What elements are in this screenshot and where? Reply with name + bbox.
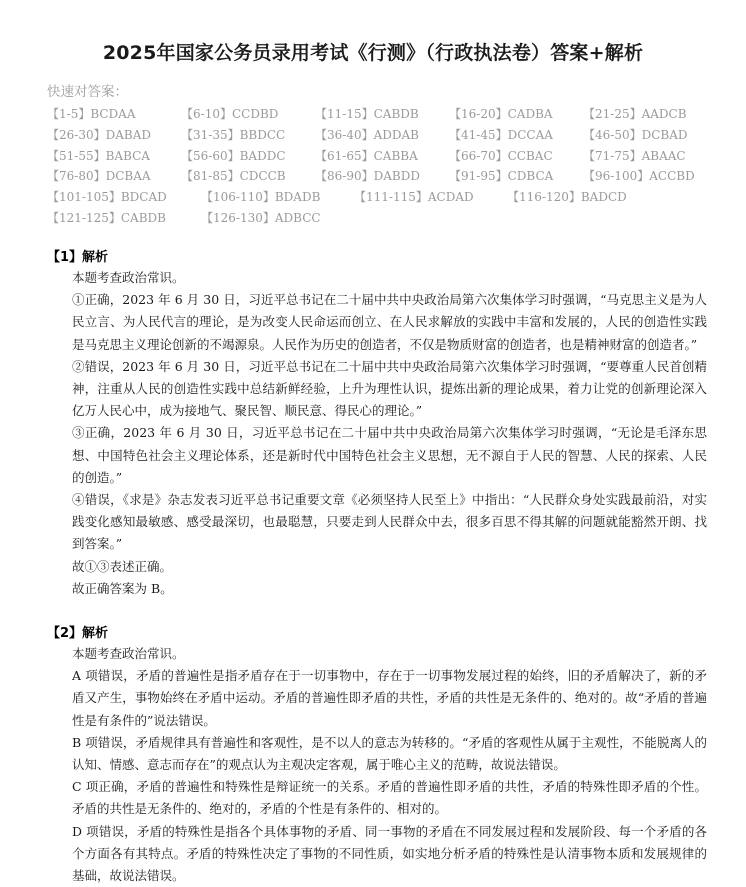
answer-cell: 【126-130】ADBCC [201, 210, 321, 225]
answer-cell: 【21-25】AADCB [583, 107, 687, 121]
answer-cell: 【66-70】CCBAC [449, 148, 553, 163]
answer-cell: 【46-50】DCBAD [583, 127, 688, 142]
paragraph: D 项错误，矛盾的特殊性是指各个具体事物的矛盾、同一事物的矛盾在不同发展过程和发展阶段、每一个矛盾的各个方面各有其特点。矛盾的特殊性决定了事物的不同性质，如实地分析矛盾的特殊性是认清事物本质和发展规律的基础，故说法错误。 [72, 823, 707, 884]
answer-row [47, 125, 717, 146]
answer-cell: 【31-35】BBDCC [181, 127, 286, 142]
paragraph: ③正确，2023 年 6 月 30 日，习近平总书记在二十届中共中央政治局第六次集体学习时强调，“无论是毛泽东思想、中国特色社会主义理论体系，还是新时代中国特色社会主义思想，无不源自于人民的智慧、人民的探索、人民的创造。” [72, 425, 707, 485]
answer-cell: 【86-90】DABDD [315, 169, 420, 184]
answer-row [47, 104, 717, 125]
paragraph: 本题考查政治常识。 [72, 646, 185, 661]
paragraph: A 项错误，矛盾的普遍性是指矛盾存在于一切事物中，存在于一切事物发展过程的始终，旧的矛盾解决了，新的矛盾又产生，事物始终在矛盾中运动。矛盾的普遍性即矛盾的共性，矛盾的共性是无条件的、绝对的。故“矛盾的普遍性是有条件的”说法错误。 [72, 668, 707, 728]
answer-row [47, 146, 717, 167]
paragraph: B 项错误，矛盾规律具有普遍性和客观性，是不以人的意志为转移的。“矛盾的客观性从属于主观性，不能脱离人的认知、情感、意志而存在”的观点认为主观决定客观，属于唯心主义的范畴，故说法错误。 [72, 734, 707, 773]
explanation-section-2 [47, 624, 707, 887]
answer-grid [47, 104, 717, 229]
answer-row [47, 187, 717, 208]
section-heading: 【1】解析 [47, 250, 109, 265]
paragraph: ②错误，2023 年 6 月 30 日，习近平总书记在二十届中共中央政治局第六次集体学习时强调，“要尊重人民首创精神，注重从人民的创造性实践中总结新鲜经验，上升为理性认识，提炼出新的理论成果，着力让党的创新理论深入亿万人民心中，成为接地气、聚民智、顺民意、得民心的理论。” [72, 358, 707, 419]
paragraph: C 项正确，矛盾的普遍性和特殊性是辩证统一的关系。矛盾的普遍性即矛盾的共性，矛盾的特殊性即矛盾的个性。矛盾的共性是无条件的、绝对的，矛盾的个性是有条件的、相对的。 [72, 779, 707, 817]
section-heading: 【2】解析 [47, 626, 109, 641]
answer-cell: 【1-5】BCDAA [47, 107, 136, 121]
answer-cell: 【106-110】BDADB [201, 190, 321, 205]
answer-cell: 【91-95】CDBCA [449, 169, 554, 184]
answer-cell: 【96-100】ACCBD [583, 169, 695, 184]
answer-cell: 【61-65】CABBA [315, 148, 418, 163]
answer-cell: 【26-30】DABAD [47, 127, 151, 142]
answer-cell: 【121-125】CABDB [47, 210, 166, 225]
answer-row [47, 208, 717, 229]
paragraph: ①正确，2023 年 6 月 30 日，习近平总书记在二十届中共中央政治局第六次集体学习时强调，“马克思主义是为人民立言、为人民代言的理论，是为改变人民命运而创立、在人民求解放的实践中丰富和发展的，人民的创造性实践是马克思主义理论创新的不竭源泉。人民作为历史的创造者，不仅是物质财富的创造者，也是精神财富的创造者。” [72, 292, 707, 352]
paragraph: 本题考查政治常识。 [72, 270, 185, 285]
section-body [47, 643, 707, 887]
answer-cell: 【116-120】BADCD [507, 190, 627, 205]
paragraph: ④错误，《求是》杂志发表习近平总书记重要文章《必须坚持人民至上》中指出：“人民群众身处实践最前沿，对实践变化感知最敏感、感受最深切，也最聪慧，只要走到人民群众中去，很多百思不得其解的问题就能豁然开朗、找到答案。” [72, 492, 707, 552]
answer-cell: 【71-75】ABAAC [583, 148, 686, 163]
answer-cell: 【51-55】BABCA [47, 148, 150, 163]
answer-cell: 【16-20】CADBA [449, 107, 553, 121]
answer-cell: 【81-85】CDCCB [181, 169, 286, 184]
quick-answers [47, 82, 717, 229]
answer-cell: 【11-15】CABDB [315, 107, 419, 121]
answer-cell: 【36-40】ADDAB [315, 127, 419, 142]
document-title: 2025年国家公务员录用考试《行测》（行政执法卷）答案+解析 [102, 42, 644, 64]
answer-cell: 【111-115】ACDAD [354, 190, 474, 205]
answer-cell: 【101-105】BDCAD [47, 190, 167, 205]
paragraph: 故正确答案为 B。 [72, 580, 173, 596]
answer-cell: 【6-10】CCDBD [181, 107, 279, 121]
explanation-section-1 [47, 248, 707, 600]
paragraph: 故①③表述正确。 [72, 558, 173, 574]
section-body [47, 267, 707, 600]
answer-cell: 【76-80】DCBAA [47, 169, 151, 184]
quick-answers-title: 快速对答案： [47, 84, 128, 100]
answer-cell: 【41-45】DCCAA [449, 127, 553, 142]
answer-row [47, 166, 717, 187]
answer-cell: 【56-60】BADDC [181, 148, 286, 163]
